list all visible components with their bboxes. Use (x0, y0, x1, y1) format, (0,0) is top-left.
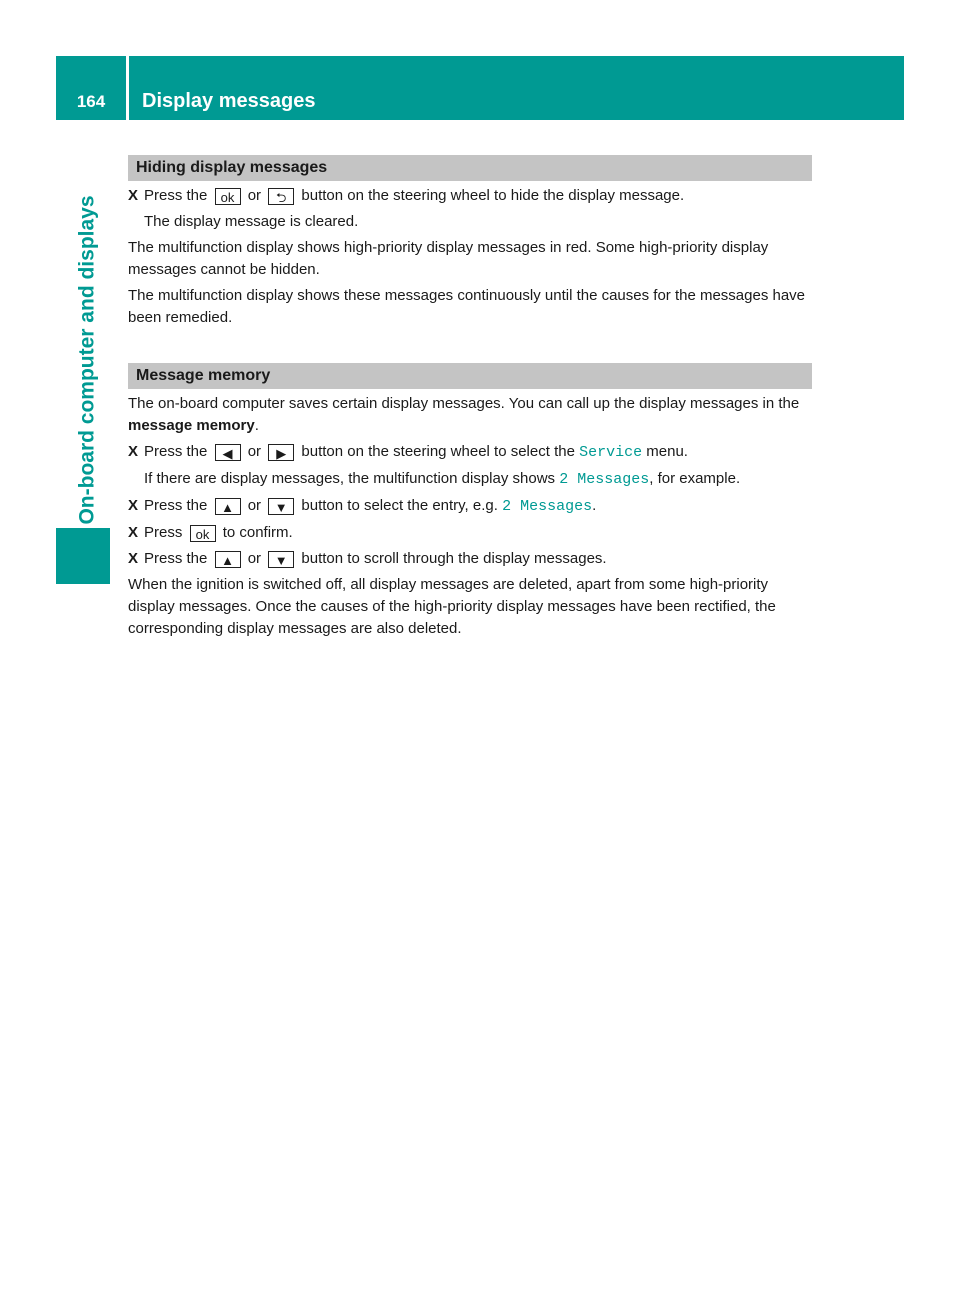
paragraph: When the ignition is switched off, all display messages are deleted, apart from some high-priority display messages. Once the causes of the high-priority display messages have been rectified, the corresponding display messages are also deleted. (128, 576, 776, 637)
display-text-service: Service (579, 444, 643, 461)
step-marker: X (128, 524, 139, 541)
page-number: 164 (76, 92, 106, 111)
step-marker: X (128, 497, 139, 514)
step-result: The display message is cleared. (144, 213, 359, 230)
step-select-service: X Press the ◀ or ▶ button on the steering wheel to select the Service menu. (128, 443, 688, 461)
down-key-icon: ▼ (268, 551, 294, 568)
down-key-icon: ▼ (268, 498, 294, 515)
step-marker: X (128, 187, 139, 204)
display-text-messages: 2 Messages (559, 471, 650, 488)
paragraph: The multifunction display shows high-priority display messages in red. Some high-priority display messages cannot be hidden. (128, 239, 769, 278)
section-heading-memory: Message memory (128, 363, 812, 389)
step-confirm: X Press ok to confirm. (128, 524, 293, 542)
left-key-icon: ◀ (215, 444, 241, 461)
paragraph-intro: The on-board computer saves certain display messages. You can call up the display messages in the message memory. (128, 395, 800, 434)
up-key-icon: ▲ (215, 498, 241, 515)
display-text-messages: 2 Messages (502, 498, 593, 515)
step-select-entry: X Press the ▲ or ▼ button to select the entry, e.g. 2 Messages. (128, 497, 597, 515)
side-tab-marker (56, 528, 110, 584)
step-result: If there are display messages, the multifunction display shows 2 Messages, for example. (144, 470, 741, 488)
up-key-icon: ▲ (215, 551, 241, 568)
step-scroll: X Press the ▲ or ▼ button to scroll through the display messages. (128, 550, 607, 568)
right-key-icon: ▶ (268, 444, 294, 461)
bold-term: message memory (128, 417, 255, 434)
step-marker: X (128, 443, 139, 460)
page-title: Display messages (142, 90, 316, 112)
step-marker: X (128, 550, 139, 567)
paragraph: The multifunction display shows these messages continuously until the causes for the messages have been remedied. (128, 287, 806, 326)
ok-key-icon: ok (190, 525, 216, 542)
side-tab (68, 168, 108, 552)
section-heading-hiding: Hiding display messages (128, 155, 812, 181)
side-tab-label: On-board computer and displays (76, 195, 99, 525)
header-bar (56, 56, 904, 120)
back-key-icon: ⮌ (268, 188, 294, 205)
ok-key-icon: ok (215, 188, 241, 205)
step-hide-message: X Press the ok or ⮌ button on the steering wheel to hide the display message. (128, 187, 685, 205)
header-divider (126, 56, 129, 120)
page-content (128, 155, 812, 644)
